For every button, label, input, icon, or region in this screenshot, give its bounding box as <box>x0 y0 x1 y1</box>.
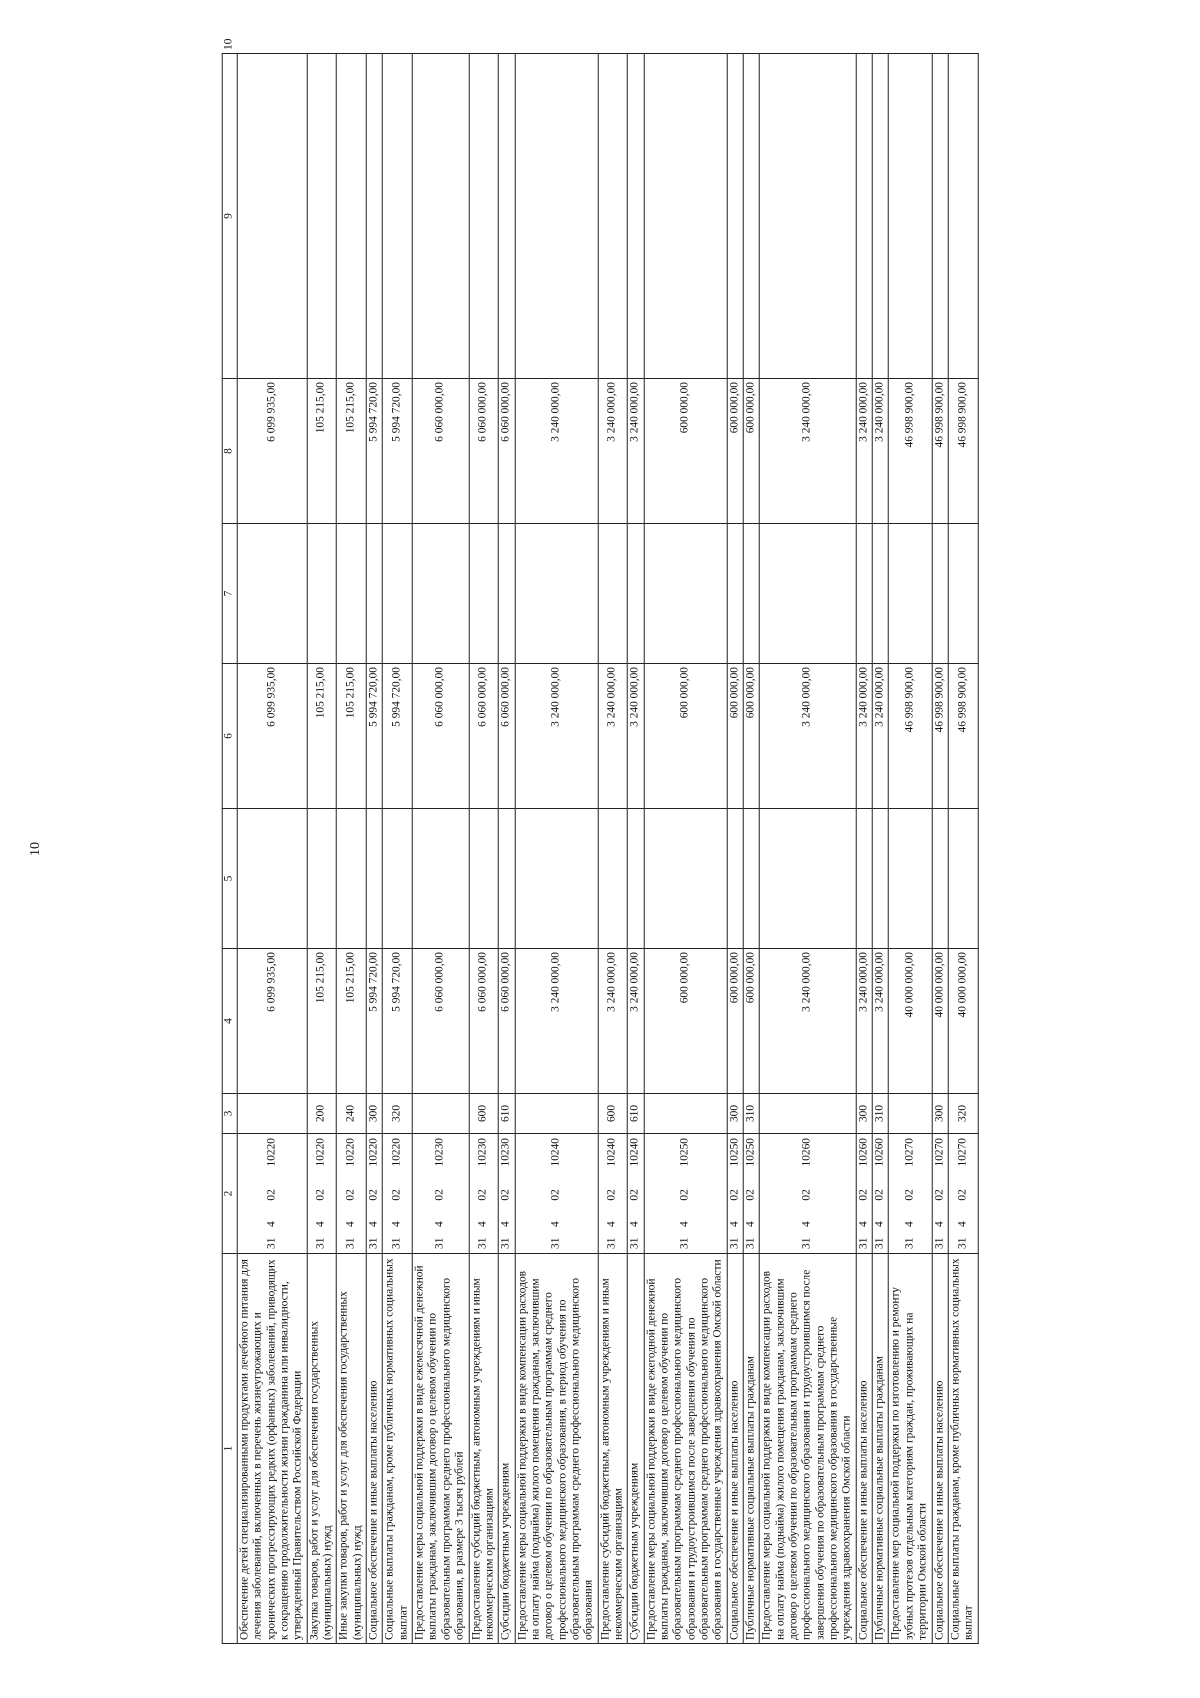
row-value-10 <box>337 54 367 379</box>
row-value-8 <box>932 524 948 664</box>
row-value-7: 600 000,00 <box>644 664 727 809</box>
code-part-4: 10250 <box>678 1138 691 1167</box>
row-code <box>498 1134 514 1254</box>
code-part-3: 02 <box>315 1189 328 1201</box>
table-row <box>515 54 598 1644</box>
table-row <box>469 54 499 1644</box>
code-part-2: 4 <box>933 1221 946 1227</box>
row-value-7: 3 240 000,00 <box>598 664 628 809</box>
row-description: Предоставление меры социальной поддержки в виде компенсации расходов на оплату найма (поднайма) жилого помещения гражданам, заключившим договор о целевом обучении по образовательным программам среднего профессионального медицинского образования, в период обучения по образовательным программам среднего профессионального медицинского образования <box>515 1254 598 1644</box>
row-expense-type: 200 <box>307 1094 337 1134</box>
row-value-5: 600 000,00 <box>644 949 727 1094</box>
row-value-8 <box>743 524 759 664</box>
row-description: Закупка товаров, работ и услуг для обеспечения государственных (муниципальных) нужд <box>307 1254 337 1644</box>
code-part-3: 02 <box>629 1189 642 1201</box>
row-value-5: 105 215,00 <box>307 949 337 1094</box>
row-value-6 <box>337 809 367 949</box>
row-value-7: 46 998 900,00 <box>932 664 948 809</box>
row-value-10 <box>932 54 948 379</box>
code-part-4: 10220 <box>315 1138 328 1167</box>
row-value-7: 6 060 000,00 <box>498 664 514 809</box>
row-description: Иные закупки товаров, работ и услуг для обеспечения государственных (муниципальных) нужд <box>337 1254 367 1644</box>
row-value-5: 6 060 000,00 <box>469 949 499 1094</box>
row-value-7: 46 998 900,00 <box>889 664 932 809</box>
code-part-1: 31 <box>315 1237 328 1249</box>
row-value-10 <box>307 54 337 379</box>
row-description: Обеспечение детей специализированными продуктами лечебного питания для лечения заболеваний, включенных в перечень жизнеугрожающих и хронических прогрессирующих редких (орфанных) заболеваний, приводящих к сокращению продолжительности жизни гражданина или инвалидности, утвержденный Правительством Российской Федерации <box>237 1254 307 1644</box>
row-value-9: 6 060 000,00 <box>412 379 468 524</box>
row-value-6 <box>412 809 468 949</box>
code-part-3: 02 <box>678 1189 691 1201</box>
code-part-1: 31 <box>744 1237 757 1249</box>
table-row <box>932 54 948 1644</box>
row-code <box>366 1134 382 1254</box>
row-value-9: 6 099 935,00 <box>237 379 307 524</box>
row-value-10 <box>760 54 856 379</box>
code-part-2: 4 <box>499 1221 512 1227</box>
row-value-5: 3 240 000,00 <box>856 949 872 1094</box>
row-value-9: 3 240 000,00 <box>598 379 628 524</box>
table-row <box>598 54 628 1644</box>
row-code <box>932 1134 948 1254</box>
code-part-4: 10240 <box>629 1138 642 1167</box>
row-value-10 <box>237 54 307 379</box>
row-value-7: 3 240 000,00 <box>856 664 872 809</box>
code-part-3: 02 <box>390 1189 403 1201</box>
code-part-2: 4 <box>315 1221 328 1227</box>
row-description: Социальное обеспечение и иные выплаты населению <box>727 1254 743 1644</box>
row-value-7: 6 099 935,00 <box>237 664 307 809</box>
row-description: Социальные выплаты гражданам, кроме публичных нормативных социальных выплат <box>383 1254 413 1644</box>
code-part-2: 4 <box>390 1221 403 1227</box>
row-value-10 <box>469 54 499 379</box>
row-value-8 <box>412 524 468 664</box>
table-row <box>743 54 759 1644</box>
row-description: Социальное обеспечение и иные выплаты населению <box>932 1254 948 1644</box>
code-part-2: 4 <box>344 1221 357 1227</box>
row-value-7: 5 994 720,00 <box>383 664 413 809</box>
code-part-4: 10220 <box>367 1138 380 1167</box>
row-value-9: 3 240 000,00 <box>872 379 888 524</box>
row-value-10 <box>727 54 743 379</box>
row-description: Предоставление субсидий бюджетным, автономным учреждениям и иным некоммерческим организациям <box>469 1254 499 1644</box>
code-part-4: 10270 <box>956 1138 969 1167</box>
table-row <box>628 54 644 1644</box>
row-expense-type <box>760 1094 856 1134</box>
row-value-10 <box>412 54 468 379</box>
code-part-4: 10240 <box>549 1138 562 1167</box>
row-value-7: 105 215,00 <box>307 664 337 809</box>
row-value-6 <box>498 809 514 949</box>
code-part-1: 31 <box>629 1237 642 1249</box>
row-value-6 <box>366 809 382 949</box>
code-part-3: 02 <box>549 1189 562 1201</box>
row-value-8 <box>889 524 932 664</box>
table-row <box>948 54 978 1644</box>
table-row <box>337 54 367 1644</box>
code-part-2: 4 <box>873 1221 886 1227</box>
code-part-4: 10220 <box>390 1138 403 1167</box>
row-value-6 <box>598 809 628 949</box>
row-value-8 <box>872 524 888 664</box>
row-value-10 <box>889 54 932 379</box>
row-value-10 <box>598 54 628 379</box>
row-value-5: 6 060 000,00 <box>498 949 514 1094</box>
row-value-6 <box>948 809 978 949</box>
row-value-9: 600 000,00 <box>644 379 727 524</box>
row-description: Субсидии бюджетным учреждениям <box>628 1254 644 1644</box>
row-value-5: 3 240 000,00 <box>760 949 856 1094</box>
code-part-3: 02 <box>728 1189 741 1201</box>
row-code <box>412 1134 468 1254</box>
header-row: 1 2 3 4 5 6 7 8 9 10 <box>222 54 237 1644</box>
row-value-5: 600 000,00 <box>727 949 743 1094</box>
code-part-3: 02 <box>476 1189 489 1201</box>
code-part-2: 4 <box>433 1221 446 1227</box>
row-value-5: 3 240 000,00 <box>872 949 888 1094</box>
row-value-5: 40 000 000,00 <box>948 949 978 1094</box>
row-expense-type: 320 <box>383 1094 413 1134</box>
row-value-6 <box>515 809 598 949</box>
row-value-7: 600 000,00 <box>727 664 743 809</box>
row-value-8 <box>383 524 413 664</box>
row-expense-type <box>515 1094 598 1134</box>
code-part-1: 31 <box>678 1237 691 1249</box>
row-value-9: 6 060 000,00 <box>498 379 514 524</box>
row-expense-type: 240 <box>337 1094 367 1134</box>
col-header-2: 2 <box>222 1134 237 1254</box>
row-value-9: 46 998 900,00 <box>948 379 978 524</box>
row-value-5: 6 060 000,00 <box>412 949 468 1094</box>
row-expense-type: 300 <box>932 1094 948 1134</box>
row-code <box>515 1134 598 1254</box>
row-value-9: 600 000,00 <box>743 379 759 524</box>
col-header-7: 7 <box>222 524 237 664</box>
row-value-7: 3 240 000,00 <box>760 664 856 809</box>
code-part-1: 31 <box>367 1237 380 1249</box>
rotated-page <box>222 38 979 1644</box>
row-value-9: 46 998 900,00 <box>932 379 948 524</box>
row-value-10 <box>515 54 598 379</box>
row-code <box>644 1134 727 1254</box>
row-value-6 <box>856 809 872 949</box>
row-value-5: 40 000 000,00 <box>889 949 932 1094</box>
code-part-2: 4 <box>801 1221 814 1227</box>
row-value-6 <box>237 809 307 949</box>
code-part-2: 4 <box>903 1221 916 1227</box>
code-part-1: 31 <box>476 1237 489 1249</box>
row-expense-type <box>412 1094 468 1134</box>
row-value-7: 6 060 000,00 <box>412 664 468 809</box>
row-value-9: 105 215,00 <box>337 379 367 524</box>
row-value-8 <box>498 524 514 664</box>
row-code <box>760 1134 856 1254</box>
code-part-2: 4 <box>476 1221 489 1227</box>
row-code <box>872 1134 888 1254</box>
row-value-9: 3 240 000,00 <box>515 379 598 524</box>
table-row <box>498 54 514 1644</box>
code-part-3: 02 <box>956 1189 969 1201</box>
code-part-4: 10250 <box>744 1138 757 1167</box>
row-value-6 <box>889 809 932 949</box>
row-expense-type: 600 <box>598 1094 628 1134</box>
row-expense-type <box>644 1094 727 1134</box>
row-code <box>628 1134 644 1254</box>
row-value-6 <box>872 809 888 949</box>
row-value-8 <box>856 524 872 664</box>
row-value-8 <box>760 524 856 664</box>
row-value-10 <box>872 54 888 379</box>
code-part-4: 10220 <box>265 1138 278 1167</box>
table-row <box>237 54 307 1644</box>
row-value-8 <box>337 524 367 664</box>
code-part-2: 4 <box>956 1221 969 1227</box>
row-value-6 <box>628 809 644 949</box>
row-value-7: 3 240 000,00 <box>872 664 888 809</box>
code-part-4: 10270 <box>903 1138 916 1167</box>
row-code <box>856 1134 872 1254</box>
row-description: Предоставление меры социальной поддержки в виде компенсации расходов на оплату найма (поднайма) жилого помещения гражданам, заключившим договор о целевом обучении по образовательным программам среднего профессионального медицинского образования и трудоустроившимся после завершения обучения по образовательным программам среднего профессионального медицинского образования в государственные учреждения здравоохранения Омской области <box>760 1254 856 1644</box>
row-value-6 <box>383 809 413 949</box>
row-value-9: 3 240 000,00 <box>856 379 872 524</box>
row-value-9: 6 060 000,00 <box>469 379 499 524</box>
code-part-3: 02 <box>344 1189 357 1201</box>
row-description: Социальное обеспечение и иные выплаты населению <box>856 1254 872 1644</box>
row-value-9: 3 240 000,00 <box>760 379 856 524</box>
col-header-5: 5 <box>222 809 237 949</box>
code-part-3: 02 <box>933 1189 946 1201</box>
table-row <box>889 54 932 1644</box>
code-part-4: 10230 <box>433 1138 446 1167</box>
row-value-9: 105 215,00 <box>307 379 337 524</box>
row-expense-type: 300 <box>366 1094 382 1134</box>
row-value-8 <box>598 524 628 664</box>
row-value-5: 600 000,00 <box>743 949 759 1094</box>
row-value-10 <box>856 54 872 379</box>
code-part-2: 4 <box>265 1221 278 1227</box>
budget-table <box>222 38 979 1644</box>
row-value-5: 6 099 935,00 <box>237 949 307 1094</box>
col-header-4: 4 <box>222 949 237 1094</box>
row-expense-type <box>237 1094 307 1134</box>
row-value-6 <box>469 809 499 949</box>
code-part-1: 31 <box>549 1237 562 1249</box>
code-part-1: 31 <box>344 1237 357 1249</box>
code-part-4: 10220 <box>344 1138 357 1167</box>
code-part-2: 4 <box>744 1221 757 1227</box>
code-part-4: 10260 <box>873 1138 886 1167</box>
row-value-5: 3 240 000,00 <box>628 949 644 1094</box>
table-row <box>872 54 888 1644</box>
table-row <box>727 54 743 1644</box>
row-value-9: 5 994 720,00 <box>366 379 382 524</box>
row-code <box>237 1134 307 1254</box>
col-header-6: 6 <box>222 664 237 809</box>
row-value-7: 6 060 000,00 <box>469 664 499 809</box>
code-part-2: 4 <box>367 1221 380 1227</box>
row-expense-type: 600 <box>469 1094 499 1134</box>
row-expense-type: 610 <box>498 1094 514 1134</box>
row-value-5: 5 994 720,00 <box>383 949 413 1094</box>
code-part-1: 31 <box>857 1237 870 1249</box>
row-expense-type: 300 <box>727 1094 743 1134</box>
col-header-1: 1 <box>222 1254 237 1644</box>
row-expense-type: 320 <box>948 1094 978 1134</box>
code-part-1: 31 <box>499 1237 512 1249</box>
row-value-10 <box>743 54 759 379</box>
row-description: Публичные нормативные социальные выплаты гражданам <box>872 1254 888 1644</box>
row-value-7: 3 240 000,00 <box>515 664 598 809</box>
row-value-10 <box>366 54 382 379</box>
row-value-10 <box>644 54 727 379</box>
col-header-8: 8 <box>222 379 237 524</box>
code-part-1: 31 <box>728 1237 741 1249</box>
code-part-3: 02 <box>801 1189 814 1201</box>
row-code <box>307 1134 337 1254</box>
row-value-8 <box>948 524 978 664</box>
code-part-2: 4 <box>549 1221 562 1227</box>
code-part-4: 10250 <box>728 1138 741 1167</box>
row-value-5: 3 240 000,00 <box>598 949 628 1094</box>
code-part-3: 02 <box>499 1189 512 1201</box>
row-value-10 <box>383 54 413 379</box>
row-code <box>337 1134 367 1254</box>
row-value-10 <box>948 54 978 379</box>
row-expense-type: 310 <box>872 1094 888 1134</box>
code-part-1: 31 <box>956 1237 969 1249</box>
row-value-5: 5 994 720,00 <box>366 949 382 1094</box>
code-part-2: 4 <box>678 1221 691 1227</box>
row-value-5: 40 000 000,00 <box>932 949 948 1094</box>
row-expense-type: 300 <box>856 1094 872 1134</box>
row-value-5: 3 240 000,00 <box>515 949 598 1094</box>
code-part-4: 10230 <box>476 1138 489 1167</box>
row-code <box>948 1134 978 1254</box>
row-value-9: 3 240 000,00 <box>628 379 644 524</box>
code-part-1: 31 <box>801 1237 814 1249</box>
row-value-10 <box>628 54 644 379</box>
row-value-6 <box>743 809 759 949</box>
page-number: 10 <box>28 842 43 856</box>
row-value-8 <box>515 524 598 664</box>
col-header-3: 3 <box>222 1094 237 1134</box>
code-part-1: 31 <box>433 1237 446 1249</box>
code-part-1: 31 <box>903 1237 916 1249</box>
row-description: Социальное обеспечение и иные выплаты населению <box>366 1254 382 1644</box>
row-value-6 <box>727 809 743 949</box>
code-part-4: 10230 <box>499 1138 512 1167</box>
table-row <box>412 54 468 1644</box>
code-part-4: 10270 <box>933 1138 946 1167</box>
code-part-3: 02 <box>873 1189 886 1201</box>
row-value-8 <box>644 524 727 664</box>
row-value-9: 600 000,00 <box>727 379 743 524</box>
row-code <box>383 1134 413 1254</box>
row-value-8 <box>469 524 499 664</box>
code-part-1: 31 <box>873 1237 886 1249</box>
code-part-1: 31 <box>606 1237 618 1249</box>
row-value-7: 5 994 720,00 <box>366 664 382 809</box>
row-value-6 <box>760 809 856 949</box>
code-part-4: 10260 <box>801 1138 814 1167</box>
row-code <box>598 1134 628 1254</box>
code-part-1: 31 <box>390 1237 403 1249</box>
row-code <box>727 1134 743 1254</box>
code-part-4: 10240 <box>606 1138 618 1167</box>
row-value-8 <box>307 524 337 664</box>
table-row <box>760 54 856 1644</box>
row-value-7: 600 000,00 <box>743 664 759 809</box>
code-part-3: 02 <box>606 1189 618 1201</box>
row-value-8 <box>237 524 307 664</box>
row-value-8 <box>628 524 644 664</box>
code-part-2: 4 <box>629 1221 642 1227</box>
row-description: Социальные выплаты гражданам, кроме публичных нормативных социальных выплат <box>948 1254 978 1644</box>
row-description: Предоставление меры социальной поддержки в виде ежемесячной денежной выплаты гражданам, заключившим договор о целевом обучении по образовательным программам среднего профессионального медицинского образования, в размере 3 тысяч рублей <box>412 1254 468 1644</box>
row-value-7: 46 998 900,00 <box>948 664 978 809</box>
row-value-7: 3 240 000,00 <box>628 664 644 809</box>
row-code <box>469 1134 499 1254</box>
row-value-6 <box>307 809 337 949</box>
row-description: Предоставление меры социальной поддержки в виде ежегодной денежной выплаты гражданам, заключившим договор о целевом обучении по образовательным программам среднего профессионального медицинского образования и трудоустроившимся после завершения обучения по образовательным программам среднего профессионального медицинского образования в государственные учреждения здравоохранения Омской области <box>644 1254 727 1644</box>
row-value-7: 105 215,00 <box>337 664 367 809</box>
row-value-9: 46 998 900,00 <box>889 379 932 524</box>
row-description: Предоставление субсидий бюджетным, автономным учреждениям и иным некоммерческим организациям <box>598 1254 628 1644</box>
row-expense-type <box>889 1094 932 1134</box>
row-description: Субсидии бюджетным учреждениям <box>498 1254 514 1644</box>
row-code <box>743 1134 759 1254</box>
code-part-3: 02 <box>744 1189 757 1201</box>
row-value-5: 105 215,00 <box>337 949 367 1094</box>
row-value-6 <box>644 809 727 949</box>
code-part-4: 10260 <box>857 1138 870 1167</box>
table-row <box>366 54 382 1644</box>
code-part-2: 4 <box>857 1221 870 1227</box>
row-value-10 <box>498 54 514 379</box>
row-description: Предоставление мер социальной поддержки по изготовлению и ремонту зубных протезов отдельным категориям граждан, проживающих на территории Омской области <box>889 1254 932 1644</box>
row-value-8 <box>727 524 743 664</box>
col-header-9: 9 <box>222 54 237 379</box>
row-description: Публичные нормативные социальные выплаты гражданам <box>743 1254 759 1644</box>
code-part-3: 02 <box>265 1189 278 1201</box>
row-expense-type: 310 <box>743 1094 759 1134</box>
table-row <box>383 54 413 1644</box>
code-part-3: 02 <box>903 1189 916 1201</box>
table-body <box>237 54 978 1644</box>
code-part-2: 4 <box>606 1221 618 1227</box>
row-value-9: 5 994 720,00 <box>383 379 413 524</box>
table-row <box>856 54 872 1644</box>
table-row <box>644 54 727 1644</box>
code-part-2: 4 <box>728 1221 741 1227</box>
row-code <box>889 1134 932 1254</box>
row-expense-type: 610 <box>628 1094 644 1134</box>
row-value-6 <box>932 809 948 949</box>
row-value-8 <box>366 524 382 664</box>
code-part-1: 31 <box>933 1237 946 1249</box>
code-part-3: 02 <box>367 1189 380 1201</box>
table-row <box>307 54 337 1644</box>
code-part-1: 31 <box>265 1237 278 1249</box>
code-part-3: 02 <box>433 1189 446 1201</box>
code-part-3: 02 <box>857 1189 870 1201</box>
